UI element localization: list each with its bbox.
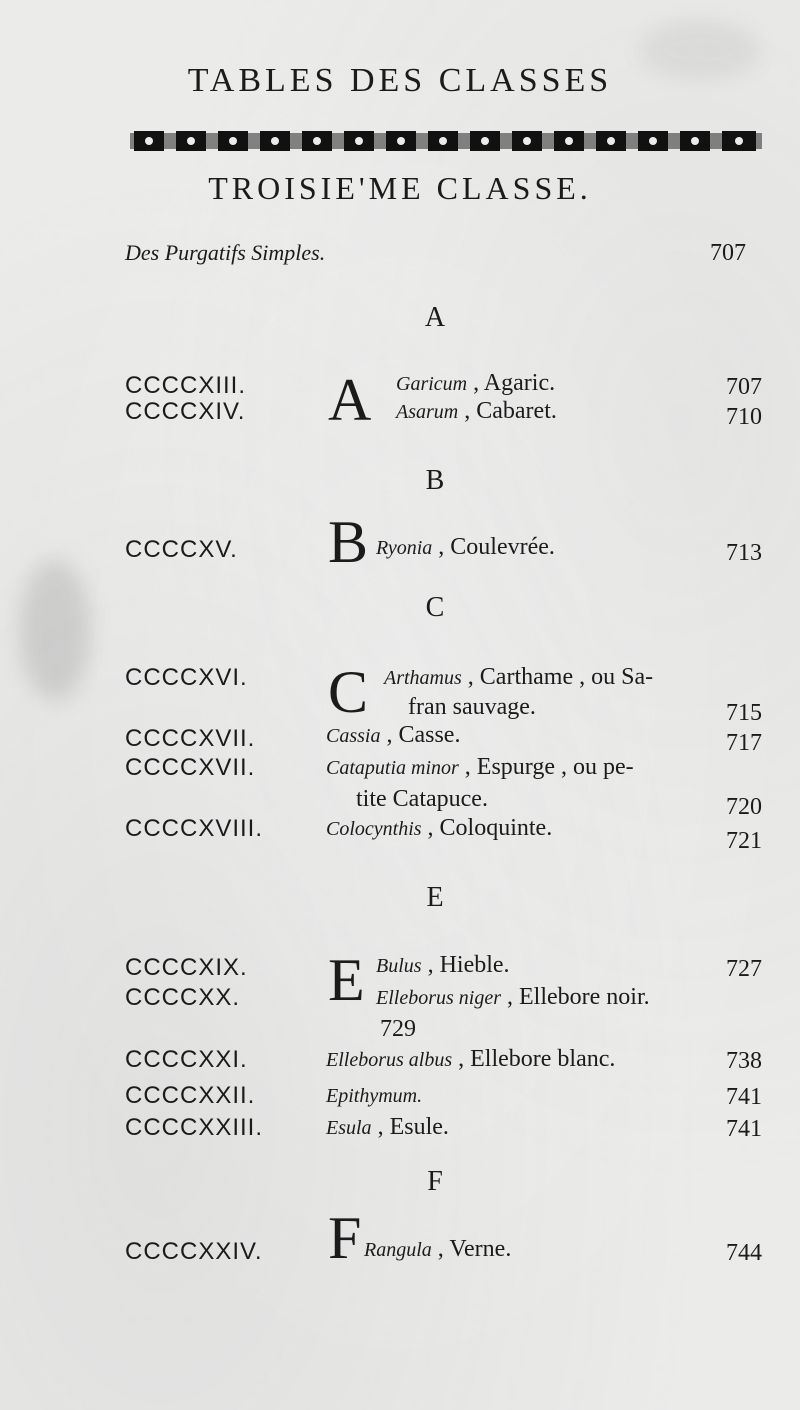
entry-number: CCCCXIV.	[125, 398, 246, 425]
entry-page: 720	[726, 794, 762, 820]
entry-number: CCCCXVII.	[125, 754, 256, 781]
entry-page: 741	[726, 1084, 762, 1110]
drop-cap: B	[328, 509, 369, 575]
drop-cap: A	[328, 367, 372, 433]
entry-text-continued: tite Catapuce.	[356, 786, 488, 812]
entry-number: CCCCXVIII.	[125, 815, 264, 842]
entry-page: 707	[726, 374, 762, 400]
entry-text: Cataputia minor , Espurge , ou pe-	[326, 754, 634, 780]
entry-text: Cassia , Casse.	[326, 722, 461, 748]
entry-text: Epithymum.	[326, 1085, 423, 1107]
entry-number: CCCCXIX.	[125, 954, 248, 981]
group-letter-e: E	[426, 882, 444, 913]
entry-number: CCCCXXIV.	[125, 1238, 263, 1265]
entry-page: 717	[726, 730, 762, 756]
entry-number: CCCCXVII.	[125, 725, 256, 752]
entry-text: Ryonia , Coulevrée.	[376, 534, 555, 560]
entry-page: 710	[726, 404, 762, 430]
entry-page: 713	[726, 540, 762, 566]
paper-stain	[20, 560, 90, 700]
group-letter-c: C	[425, 592, 445, 623]
entry-page: 727	[726, 956, 762, 982]
entry-text: Esula , Esule.	[326, 1114, 449, 1140]
entry-number: CCCCXV.	[125, 536, 238, 563]
entry-page: 741	[726, 1116, 762, 1142]
entry-text: Elleborus albus , Ellebore blanc.	[326, 1046, 616, 1072]
entry-text: Arthamus , Carthame , ou Sa-	[384, 664, 654, 690]
drop-cap: C	[328, 659, 369, 725]
entry-number: CCCCXIII.	[125, 372, 247, 399]
entry-number: CCCCXXI.	[125, 1046, 248, 1073]
class-title: TROISIE'ME CLASSE.	[208, 170, 592, 206]
group-letter-a: A	[424, 302, 446, 333]
ornament-rule	[130, 130, 762, 152]
entry-number: CCCCXXIII.	[125, 1114, 264, 1141]
drop-cap: E	[328, 947, 365, 1013]
entry-text-continued: fran sauvage.	[408, 694, 536, 720]
section-page: 707	[710, 240, 746, 266]
entry-number: CCCCXXII.	[125, 1082, 256, 1109]
entry-text: Asarum , Cabaret.	[396, 398, 557, 424]
entry-page: 721	[726, 828, 762, 854]
entry-text: Garicum , Agaric.	[396, 370, 556, 396]
entry-text: Colocynthis , Coloquinte.	[326, 815, 553, 841]
entry-page: 715	[726, 700, 762, 726]
entry-page: 738	[726, 1048, 762, 1074]
entry-number: CCCCXX.	[125, 984, 241, 1011]
group-letter-b: B	[425, 465, 445, 496]
section-title: Des Purgatifs Simples.	[125, 240, 326, 265]
drop-cap: F	[328, 1205, 362, 1271]
page-header: TABLES DES CLASSES	[187, 62, 613, 99]
entry-text: Bulus , Hieble.	[376, 952, 510, 978]
entry-page: 744	[726, 1240, 762, 1266]
group-letter-f: F	[427, 1166, 443, 1197]
entry-text: Elleborus niger , Ellebore noir.	[376, 984, 650, 1010]
entry-page: 729	[380, 1016, 416, 1042]
entry-text: Rangula , Verne.	[364, 1236, 512, 1262]
entry-number: CCCCXVI.	[125, 664, 248, 691]
